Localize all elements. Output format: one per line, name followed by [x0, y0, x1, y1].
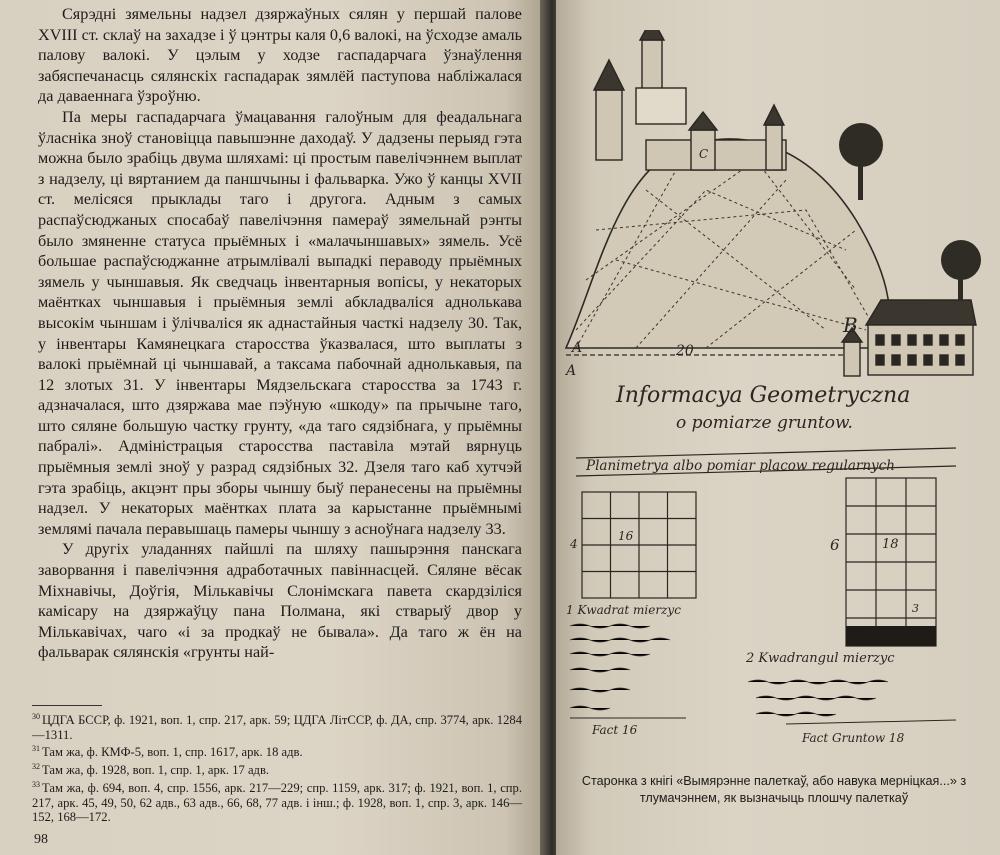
footnote-rule: [32, 705, 102, 706]
square-grid: [582, 492, 696, 598]
handwritten-notes: [570, 624, 670, 710]
engraving-illustration: [556, 30, 1000, 770]
footnote: [32, 710, 522, 742]
footnote-text: Там жа, ф. 1928, воп. 1, спр. 1, арк. 17 адв.: [42, 763, 270, 778]
figure-caption: 2 Kwadrangul mierzyc: [746, 651, 895, 666]
footnote: [32, 742, 522, 760]
right-page: [556, 0, 1000, 855]
figure-caption: 1 Kwadrat mierzyc: [566, 603, 681, 617]
body-text: [38, 4, 522, 663]
footnote-number: 33: [32, 779, 40, 789]
rectangle-grid: [846, 478, 936, 646]
distance-label: 20: [676, 343, 694, 359]
planimetry-heading: Planimetrya albo pomiar placow regularnych: [586, 458, 895, 474]
footnote-number: 30: [32, 712, 40, 721]
footnote: [32, 778, 522, 825]
footnote-number: 32: [32, 762, 40, 772]
side-label: 6: [830, 536, 840, 554]
paragraph: Сярэдні зямельны надзел дзяржаўных сялян у першай палове XVIII ст. склаў на захадзе і ў цэнтры каля 0,6 валокі, на ўсходзе амаль палову валокі. У цэлым у ходзе гаспадарчага ўзнаўлення забяспечанасць сялянскіх гаспадарак зямлёй паступова набліжалася да даваеннага ўзроўню.: [38, 5, 522, 106]
footnote-number: 31: [32, 744, 40, 754]
point-label: B: [843, 313, 858, 337]
paragraph: Па меры гаспадарчага ўмацавання галоўным для феадальнага ўласніка зноў становіцца павышэнне даходаў. У дадзены перыяд гэта можна было зрабіць двума шляхамі: ці простым павелічэннем выплат з надзелу, ці вяртанием да паншчыны і фальварка. Ужо ў канцы XVII ст. мелісяся прыклады таго і другога. Адным з самых распаўсюджаных спосабаў павелічэння памераў зямельнай рэнты было змяненне статуса прыёмных і «малачыншавых» зямель. Усё большае распаўсюджанне атрымлівалі выпадкі пераводу прыёмных зямель у чыншавыя. Як сведчаць інвентарныя вопісы, у некаторых маёнтках чыншавыя і прыёмныя землі абкладваліся аднолькава высокім чыншам і ўлічваліся як аднастайныя часткі надзелу 30. Так, у інвентары Камянецкага старосства ўказвалася, што выплаты з валокі прыёмнай ці чыншавай, а таксама пабочнай аднолькавыя, па 12 злотых 31. У інвентары Мядзельскага старосства за 1743 г. адзначалася, што дзяржава мае пэўную «шкоду» па прычыне таго, што сяляне большую частку грунту, «да таго сядзібнага, у прыёмны пабралі». Адміністрацыя старосства паставіла мэтай вярнуць прыёмныя землі зноў у разрад сядзібных 32. Дзеля таго каб хутчэй гэта зрабіць, акцэнт пры зборы чыншу быў перанесены на прыёмны надзел. У некаторых маёнтках плата за карыстанне прыёмнымі землямі пачала перавышаць памеры чыншу з асноўнага надзелу 33.: [38, 107, 522, 538]
point-label: C: [699, 147, 709, 161]
area-label: 16: [618, 529, 634, 543]
extra-label: 3: [912, 602, 919, 615]
castle-drawing: [594, 30, 836, 180]
illustration-caption: Старонка з кнігі «Вымярэнне палеткаў, або навука мерніцкая...» з тлумачэннем, як вызначыць плошчу палеткаў: [581, 774, 967, 805]
handwritten-notes: [748, 680, 888, 716]
title-rule: [576, 448, 956, 458]
point-label: A: [572, 340, 583, 356]
footnote-text: Там жа, ф. 694, воп. 4, спр. 1556, арк. 217—229; спр. 1159, арк. 317; ф. 1921, воп. 1, спр. 217, арк. 45, 49, 50, 62 адв., 63 адв., 66, 68, 77 адв. і інш.; ф. 1928, воп. 1, спр. 3, арк. 146—152, 168—172.: [32, 781, 522, 825]
page-number: 98: [34, 832, 48, 847]
side-label: 4: [570, 537, 578, 551]
figure-result: Fact 16: [592, 723, 638, 737]
figure-result: Fact Gruntow 18: [802, 731, 905, 745]
illustration-title: Informacya Geometryczna: [616, 383, 911, 408]
illustration-subtitle: o pomiarze gruntow.: [676, 413, 853, 433]
footnotes: [32, 705, 522, 825]
shaded-strip: [846, 626, 936, 646]
point-label: A: [566, 363, 577, 379]
footnote: [32, 760, 522, 778]
paragraph: У другіх уладаннях пайшлі па шляху пашырэння панскага заворвання і павелічэння адработачных павіннасцей. Сяляне вёсак Міхнавічы, Доўгія, Мількавічы Слонімскага павета скардзіліся камісару на дзяржаўцу пана Полмана, які стварыў двор у Мількавічах, чаго «і за продкаў не бывала». Да таго ж ён на фальварак сялянскія «грунты най-: [38, 540, 522, 662]
footnote-text: Там жа, ф. КМФ-5, воп. 1, спр. 1617, арк. 18 адв.: [42, 745, 303, 760]
footnote-text: ЦДГА БССР, ф. 1921, воп. 1, спр. 217, арк. 59; ЦДГА ЛітССР, ф. ДА, спр. 3774, арк. 1284—1311.: [32, 713, 522, 742]
sum-rule: [786, 720, 956, 724]
area-label: 18: [882, 537, 899, 552]
